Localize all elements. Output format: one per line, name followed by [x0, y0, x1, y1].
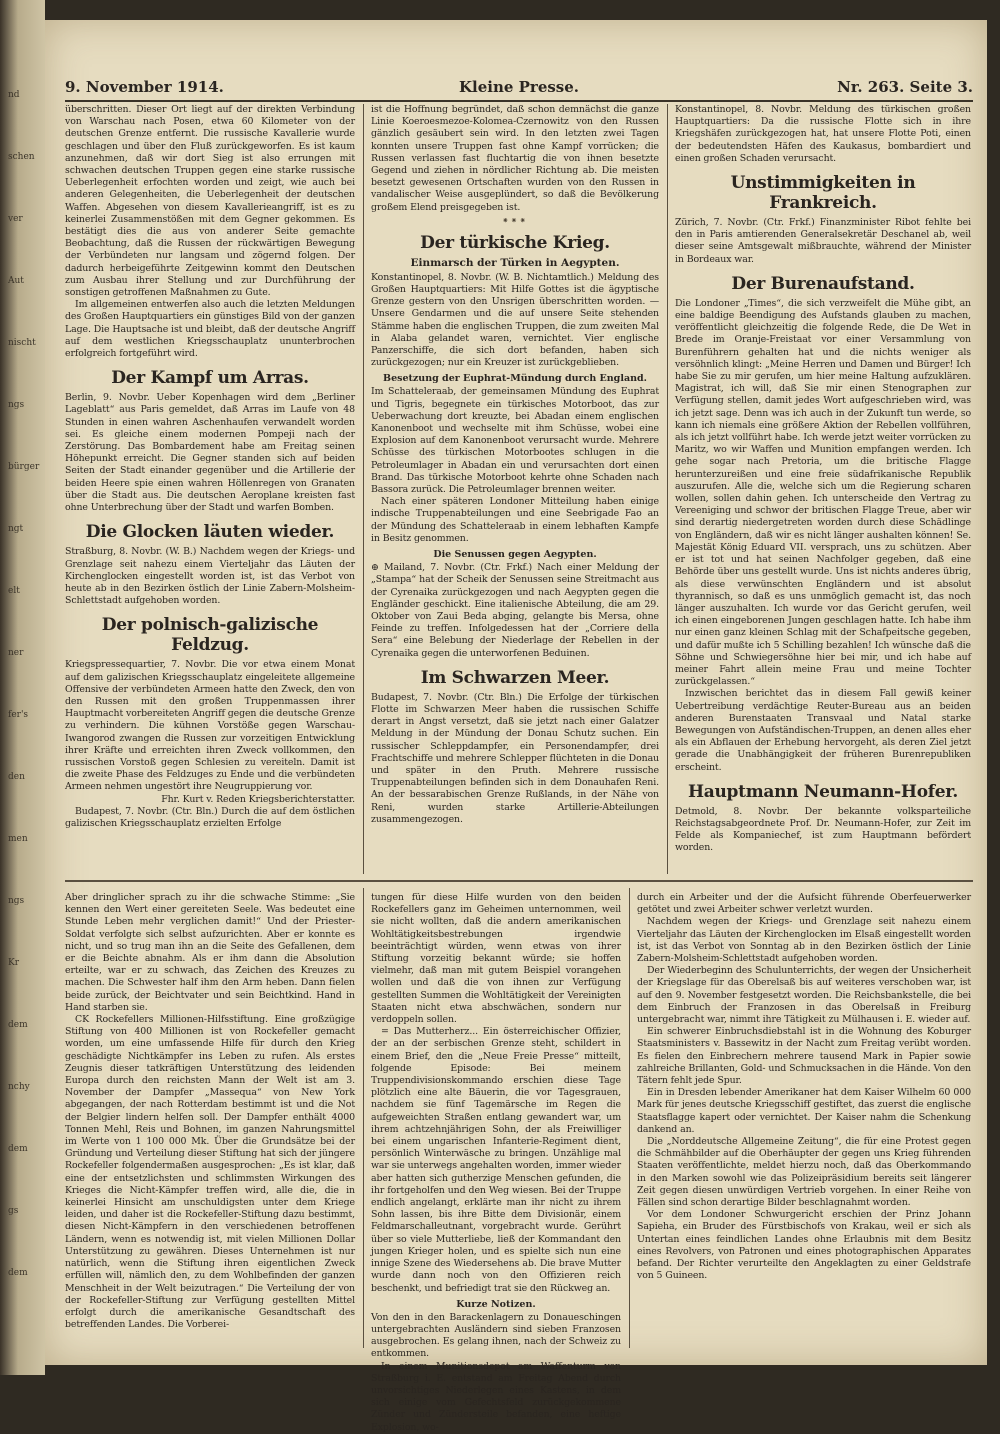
headline-tuerkischer-krieg: Der türkische Krieg. [420, 232, 610, 253]
headline-arras: Der Kampf um Arras. [111, 368, 309, 389]
column-2 [371, 104, 659, 874]
article-text: Kriegspressequartier, 7. Novbr. Die vor etwa einem Monat auf dem galizischen Kriegsschauplatz eingeleitete allgemeine Offensive der verbündeten Armeen hatte den Zweck, den von den Russen mit den großen Truppenmassen ihrer Hauptmacht vorbereiteten Angriff gegen die deutsche Grenze zu verhindern. Die kühnen Vorstöße gegen Warschau-Iwangorod zwangen die Russen zur vorzeitigen Entwicklung ihrer Kräfte und erreichten ihren Zweck vollkommen, den russischen Vorstoß gegen Schlesien zu vereiteln. Damit ist die zweite Phase des Feldzuges zu Ende und die verbündeten Armeen nehmen ungestört ihre Neugruppierung vor. [65, 659, 355, 793]
article-text: Ein in Dresden lebender Amerikaner hat dem Kaiser Wilhelm 60 000 Mark für jenes deutsche Kriegsschiff gestiftet, das zuerst die englische Staatsflagge kapert oder vernichtet. Der Kaiser nahm die Schenkung dankend an. [637, 1087, 971, 1135]
article-text: Detmold, 8. Novbr. Der bekannte volksparteiliche Reichstagsabgeordnete Prof. Dr. Neumann-Hofer, zur Zeit im Felde als Kompaniechef, ist zum Hauptmann befördert worden. [675, 805, 971, 854]
headline-frankreich: Unstimmigkeiten in Frankreich. [730, 173, 916, 214]
adjacent-page-fragment: schen [8, 152, 35, 162]
article-text: Zürich, 7. Novbr. (Ctr. Frkf.) Finanzminister Ribot fehlte bei den in Paris amtierenden Generalsekretär Deschanel ab, weil dieser seine Amtsgewalt mißbrauchte, während der Minister in Bordeaux war. [675, 217, 971, 265]
article-signature: Fhr. Kurt v. Reden Kriegsberichterstatter. [161, 793, 355, 805]
article-text: Vor dem Londoner Schwurgericht erschien der Prinz Johann Sapieha, ein Bruder des Fürstbischofs von Krakau, weil er sich als Untertan eines feindlichen Landes ohne Erlaubnis mit dem Besitz eines Revolvers, von Patronen und eines photographischen Apparates befand. Der Richter verurteilte den Angeklagten zu einer Geldstrafe von 5 Guineen. [637, 1209, 971, 1282]
article-text: Konstantinopel, 8. Novbr. Meldung des türkischen großen Hauptquartiers: Da die russische Flotte sich in ihre Kriegshäfen zurückgezogen hat, hat unsere Flotte Poti, einen der bedeutendsten Häfen des Kaukasus, bombardiert und einen großen Schaden verursacht. [675, 104, 971, 164]
adjacent-page-fragment: elt [8, 586, 20, 596]
article-text: Straßburg, 8. Novbr. (W. B.) Nachdem wegen der Kriegs- und Grenzlage seit nahezu einem Vierteljahr das Läuten der Kirchenglocken eingestellt worden ist, ist das Verbot von heute ab in den Bezirken östlich der Linie Zabern-Molsheim-Schlettstadt aufgehoben worden. [65, 546, 355, 607]
article-text: ⊕ Mailand, 7. Novbr. (Ctr. Frkf.) Nach einer Meldung der „Stampa“ hat der Scheik der Senussen seine Streitmacht aus der Cyrenaika zurückgezogen und nach Aegypten gegen die Engländer geschickt. Eine italienische Abteilung, die am 29. Oktober von Zaui Beda abging, gelangte bis Mersa, ohne Feinde zu treffen. Infolgedessen hat der „Corriere della Sera“ eine Belebung der Niederlage der Rebellen in der Cyrenaika gegen die unterworfenen Beduinen. [371, 562, 659, 659]
adjacent-page-fragment: dem [8, 1020, 28, 1030]
adjacent-page-fragment: gs [8, 1206, 19, 1216]
subheadline-euphrat: Besetzung der Euphrat-Mündung durch England. [383, 373, 647, 385]
article-text: Der Wiederbeginn des Schulunterrichts, der wegen der Unsicherheit der Kriegslage für das Oberelsaß bis auf weiteres verschoben war, ist auf den 9. November festgesetzt worden. Die Reichsbankstelle, die bei dem Einbruch der Franzosen in das Oberelsaß in Freiburg untergebracht war, nimmt ihre Tätigkeit zu Mülhausen i. E. wieder auf. [637, 965, 971, 1026]
column-1 [65, 104, 355, 874]
adjacent-page-fragment: dem [8, 1144, 28, 1154]
adjacent-page-fragment: dem [8, 1268, 28, 1278]
article-text: Im allgemeinen entwerfen also auch die letzten Meldungen des Großen Hauptquartiers ein günstiges Bild von der ganzen Lage. Die Hauptsache ist und bleibt, daß der deutsche Angriff auf dem westlichen Kriegsschauplatz ununterbrochen erfolgreich fortgeführt wird. [65, 299, 356, 360]
article-text: überschritten. Dieser Ort liegt auf der direkten Verbindung von Warschau nach Posen, etwa 60 Kilometer von der deutschen Grenze entfernt. Die russische Kavallerie wurde geschlagen und über den Fluß zurückgeworfen. Es ist kaum anzunehmen, daß wir dort Sieg ist also errungen mit schwachen deutschen Truppen gegen eine starke russische Ueberlegenheit erfochten worden und zeigt, wie auch bei anderen Gelegenheiten, die Ueberlegenheit der deutschen Waffen. Abgesehen von diesem Kavallerieangriff, ist es zu keinerlei Zusammenstößen mit dem Gegner gekommen. Es bestätigt dies die aus von anderer Seite gemachte Beobachtung, daß die Russen der rückwärtigen Bewegung der Verbündeten nur langsam und zögernd folgen. Der dadurch herbeigeführte Zeitgewinn kommt den Deutschen zum Ausbau ihrer Stellung und zur Durchführung der sonstigen getroffenen Maßnahmen zu Gute. [65, 104, 355, 299]
adjacent-page-fragment: Kr [8, 958, 20, 968]
adjacent-page-fragment: bürger [8, 462, 40, 472]
ornament-divider: ⁕⁕⁕ [501, 215, 529, 225]
article-text: Von den in den Barackenlagern zu Donaueschingen untergebrachten Ausländern sind sieben Franzosen ausgebrochen. Es gelang ihnen, nach der Schweiz zu entkommen. [371, 1311, 621, 1360]
masthead-issue-page: Nr. 263. Seite 3. [837, 78, 973, 96]
adjacent-page-fragment: ngs [8, 400, 25, 410]
column-rule [629, 888, 630, 1348]
article-text: Ein schwerer Einbruchsdiebstahl ist in die Wohnung des Koburger Staatsministers v. Bassewitz in der Nacht zum Freitag verübt worden. Es fielen den Einbrechern mehrere tausend Mark in Papier sowie zahlreiche Brillanten, Gold- und Schmucksachen in die Hände. Von den Tätern fehlt jede Spur. [637, 1026, 971, 1087]
adjacent-page-fragment: nd [8, 90, 20, 100]
article-text: Berlin, 9. Novbr. Ueber Kopenhagen wird dem „Berliner Lageblatt“ aus Paris gemeldet, daß Arras im Laufe von 48 Stunden in einen wahren Aschenhaufen verwandelt worden sei. Es gleiche einem modernen Pompeji nach der Zerstörung. Das Bombardement habe am Freitag seinen Höhepunkt erreicht. Die Gegner standen sich auf beiden Seiten der Stadt einander gegenüber und die Artillerie der beiden Heere spie einen wahren Höllenregen von Granaten über die Stadt aus. Die deutschen Aeroplane kreisten fast ohne Unterbrechung über der Stadt und warfen Bomben. [65, 392, 355, 514]
lower-column-1 [65, 892, 355, 1342]
adjacent-page-fragment: ver [8, 214, 23, 224]
adjacent-page-fragment: ner [8, 648, 24, 658]
article-text: Nach einer späteren Londoner Mitteilung haben einige indische Truppenabteilungen und eine Seebrigade Fao an der Mündung des Schatteleraab in einem lebhaften Kampfe in Besitz genommen. [371, 496, 659, 544]
adjacent-page-fragment: ngt [8, 524, 24, 534]
article-text: Nachdem wegen der Kriegs- und Grenzlage seit nahezu einem Vierteljahr das Läuten der Kirchenglocken im Elsaß eingestellt worden ist, ist das Verbot von Sonntag ab in den Bezirken östlich der Linie Zabern-Molsheim-Schlettstadt aufgehoben worden. [637, 916, 971, 965]
article-text: CK Rockefellers Millionen-Hilfsstiftung. Eine großzügige Stiftung von 400 Millionen ist von Rockefeller gemacht worden, um eine umfassende Hilfe für durch den Krieg geschädigte Nichtkämpfer ins Leben zu rufen. Als erstes Zeugnis dieser tatkräftigen Unterstützung des leidenden Europa durch den reichsten Mann der Welt ist am 3. November der Dampfer „Massequa“ von New York abgegangen, der nach Rotterdam bestimmt ist und die Not der Belgier lindern helfen soll. Der Dampfer enthält 4000 Tonnen Mehl, Reis und Bohnen, im ganzen Nahrungsmittel im Werte von 1 100 000 Mk. Über die Grundsätze bei der Gründung und Verteilung dieser Stiftung hat sich der jüngere Rockefeller folgendermaßen ausgesprochen: „Es ist klar, daß eine der entsetzlichsten und schlimmsten Wirkungen des Krieges die Nicht-Kämpfer treffen wird, alle die, die in keinerlei Hinsicht am unschuldigsten unter dem Kriege leiden, und daher ist die Rockefeller-Stiftung dazu bestimmt, diesen Nicht-Kämpfern in den verschiedenen betroffenen Ländern, wenn es notwendig ist, mit vielen Millionen Dollar Unterstützung zu gewähren. Dieses Unternehmen ist nur natürlich, wenn die Stiftung ihren eigentlichen Zweck erfüllen will, nämlich den, zu dem Wohlbefinden der ganzen Menschheit in der Welt beizutragen.“ Die Verteilung der von der Rockefeller-Stiftung zur Verfügung gestellten Mittel erfolgt durch die amerikanische Gesandtschaft des betreffenden Landes. Die Vorberei- [65, 1014, 355, 1331]
adjacent-page-fragment: nchy [8, 1082, 30, 1092]
article-text: Die Londoner „Times“, die sich verzweifelt die Mühe gibt, an eine baldige Beendigung des Aufstands glauben zu machen, veröffentlicht gleichzeitig die folgende Rede, die De Wet in Brede im Oranje-Freistaat vor einer Versammlung von Burenführern gehalten hat und die nichts weniger als versöhnlich klingt: „Meine Herren und Damen und Bürger! Ich habe Sie zu mir gerufen, um hier meine Haltung aufzuklären. Magistrat, ich will, daß Sie mir einen Stenographen zur Verfügung stellen, damit jedes Wort aufgeschrieben wird, was ich jetzt sage. Denn was ich auch in der Zukunft tun werde, so kann ich niemals eine größere Aktion der Rebellen vollführen, als ich jetzt vollführt habe. Ich werde jetzt weiter vorrücken zu Maritz, wo wir Waffen und Munition empfangen werden. Ich gehe sogar nach Pretoria, um die britische Flagge herunterzureißen und eine freie südafrikanische Republik auszurufen. Alle die, welche sich um die Regierung scharen wollen, sollen dahin gehen. Ich unterscheide den Vertrag zu Vereeniging und schwor der britischen Flagge Treue, aber wir sind derartig niedergetreten worden durch diese Schädlinge von Engländern, daß wir es nicht länger aushalten können! Se. Majestät König Eduard VII. versprach, uns zu schützen. Aber er ist tot und hat seinen Nachfolger gegeben, daß eine Behörde über uns gestellt wurde. Uns ist nichts anderes übrig, als diese verwünschten Engländern und ist absolut thyrannisch, so daß es uns unmöglich gemacht ist, das noch länger auszuhalten. Ich wurde vor das Gericht gerufen, weil ich einen eingeborenen Jungen geschlagen hatte. Ich habe ihm nur einen ganz kleinen Schlag mit der Schafpeitsche gegeben, und dafür mußte ich 5 Schilling bezahlen! Ich wünsche daß die Söhne und Schwiegersöhne hier bei mir, und ich habe auf meiner Fahrt allein meine Frau und meine Tochter zurückgelassen.“ [675, 297, 971, 688]
lower-column-3 [637, 892, 971, 1342]
article-text: Budapest, 7. Novbr. (Ctr. Bln.) Durch die auf dem östlichen galizischen Kriegsschauplatz erzielten Erfolge [65, 805, 355, 829]
article-text: Die „Norddeutsche Allgemeine Zeitung“, die für eine Protest gegen die Schmähbilder auf die Oberhäupter der gegen uns Krieg führenden Staaten veröffentlichte, meldet hierzu noch, daß das Oberkommando in den Marken sowohl wie das Polizeipräsidium bereits seit längerer Zeit gegen diesen unwürdigen Vertrieb vorgehen. In einer Reihe von Fällen sind schon derartige Bilder beschlagnahmt worden. [637, 1136, 971, 1209]
adjacent-page-fragment: men [8, 834, 28, 844]
article-text: Inzwischen berichtet das in diesem Fall gewiß keiner Uebertreibung verdächtige Reuter-Bureau aus an beiden anderen Burenstaaten Transvaal und Natal starke Bewegungen von Aufständischen-Truppen, an denen alles eher als ein Abflauen der Erhebung hervorgeht, als deren Ziel jetzt gerade die Unabhängigkeit der früheren Burenrepubliken erscheint. [675, 688, 971, 773]
adjacent-page-fragment: fer's [8, 710, 29, 720]
section-divider [65, 880, 973, 882]
headline-glocken: Die Glocken läuten wieder. [85, 522, 335, 543]
lower-column-2 [371, 892, 621, 1433]
adjacent-page-fragment: Aut [8, 276, 24, 286]
adjacent-page-fragment: ngs [8, 896, 25, 906]
column-rule [667, 104, 668, 874]
masthead [65, 72, 973, 102]
adjacent-page-fragment: den [8, 772, 25, 782]
subheadline-aegypten: Einmarsch der Türken in Aegypten. [410, 256, 620, 269]
article-text: Im Schatteleraab, der gemeinsamen Mündung des Euphrat und Tigris, begegnete ein türkisches Motorboot, das zur Ueberwachung dort kreuzte, bei Abadan einem englischen Kanonenboot und wechselte mit ihm Schüsse, wobei eine Explosion auf dem Kanonenboot verursacht wurde. Mehrere Schüsse des türkischen Motorbootes schlugen in die Petroleumlager in Abadan ein und verursachten dort einen Brand. Das türkische Motorboot kehrte ohne Schaden nach Bassora zurück. Die Petroleumlager brennen weiter. [371, 386, 659, 496]
subheadline-senussen: Die Senussen gegen Aegypten. [433, 549, 597, 561]
article-text: Aber dringlicher sprach zu ihr die schwache Stimme: „Sie kennen den Wert einer gereiteten Seele. Was bedeutet eine Stunde Leben mehr verglichen damit!“ Und der Priester-Soldat verfolgte sich selbst aufzurichten. Aber er konnte es nicht, und so trug man ihn an die Seite des Gefallenen, dem er die Beichte abnahm. Als er ihm dann die Absolution erteilte, war er zu schwach, das Zeichen des Kreuzes zu machen. Die Schwester half ihm den Arm heben. Dann fielen beide zurück, der Beichtvater und sein Beichtkind. Hand in Hand starben sie. [65, 892, 355, 1013]
article-text: ist die Hoffnung begründet, daß schon demnächst die ganze Linie Koeroesmezoe-Kolomea-Czernowitz von den Russen gänzlich gesäubert sein wird. In den letzten zwei Tagen konnten unsere Truppen fast ohne Kampf vorrücken; die Russen verlassen fast fluchtartig die von ihnen besetzte Gegend und ziehen in nördlicher Richtung ab. Die meisten besetzt gewesenen Ortschaften wurden von den Russen in vandalischer Weise ausgeplündert, so daß die Bevölkerung großem Elend preisgegeben ist. [371, 104, 659, 213]
headline-schwarzes-meer: Im Schwarzen Meer. [420, 667, 610, 688]
column-rule [363, 104, 364, 874]
adjacent-page-fragment: nischt [8, 338, 36, 348]
article-text: In einem Munitionsdepot am Waffenturm von Straßburg i. E. entstand am Freitag Abend durch unvorsichtiges Niederlegen eines Kastens, in dem sich einige vom Gefechtsfeld zurückgekommene Zünder und Zündersteile befanden, eine heftige Explosion, wo- [371, 1360, 621, 1433]
newspaper-page [45, 20, 987, 1433]
column-rule [363, 888, 364, 1348]
adjacent-page-edge [0, 0, 45, 1375]
column-3 [675, 104, 971, 874]
headline-neumann-hofer: Hauptmann Neumann-Hofer. [688, 781, 958, 802]
masthead-date: 9. November 1914. [65, 78, 224, 96]
article-text: Budapest, 7. Novbr. (Ctr. Bln.) Die Erfolge der türkischen Flotte im Schwarzen Meer haben die russischen Schiffe derart in Angst versetzt, daß sie jetzt nach einer Galatzer Meldung in der Mündung der Donau Schutz suchen. Ein russischer Schleppdampfer, ein Personendampfer, drei Frachtschiffe und mehrere Schlepper flüchteten in die Donau und später in den Pruth. Mehrere russische Truppenabteilungen befinden sich in dem Donauhafen Reni. An der bessarabischen Grenze Rußlands, in der Nähe von Reni, wurden starke Artillerie-Abteilungen zusammengezogen. [371, 691, 659, 825]
headline-burenaufstand: Der Burenaufstand. [731, 273, 915, 294]
article-text: = Das Mutterherz... Ein österreichischer Offizier, der an der serbischen Grenze steht, schildert in einem Brief, den die „Neue Freie Presse“ mitteilt, folgende Episode: Bei meinem Truppendivisionskommando erschien diese Tage plötzlich eine alte Bäuerin, die vor Tagesgrauen, nachdem sie fünf Tagemärsche im Regen die aufgeweichten Straßen entlang gewandert war, um ihrem achtzehnjährigen Sohn, der als Freiwilliger bei einem ungarischen Infanterie-Regiment dient, persönlich Winterwäsche zu bringen. Unzählige mal war sie unterwegs angehalten worden, immer wieder aber hatten sich gutherzige Menschen gefunden, die ihr fortgeholfen und den Weg wiesen. Bei der Truppe endlich angelangt, erklärte man ihr nicht zu ihrem Sohn lassen, bis ihre Bitte dem Divisionär, einem Feldmarschalleutnant, vorgebracht wurde. Gerührt über so viele Mutterliebe, ließ der Kommandant den jungen Krieger holen, und es spielte sich nun eine innige Szene des Wiedersehens ab. Die brave Mutter wurde dann noch von den Offizieren reich beschenkt, und befriedigt trat sie den Rückweg an. [371, 1026, 621, 1294]
masthead-title: Kleine Presse. [458, 78, 580, 96]
subheadline-kurze-notizen: Kurze Notizen. [456, 1298, 536, 1310]
headline-feldzug: Der polnisch-galizische Feldzug. [101, 615, 319, 656]
article-text: tungen für diese Hilfe wurden von den beiden Rockefellers ganz im Geheimen unternommen, weil sie nicht wollten, daß die andern amerikanischen Wohltätigkeitsbestrebungen irgendwie beeinträchtigt würden, wenn etwas von ihrer Stiftung vorzeitig bekannt würde; sie hoffen vielmehr, daß man mit gutem Beispiel vorangehen wollen und daß die von ihnen zur Verfügung gestellten Summen die Wohltätigkeit der Vereinigten Staaten nicht etwa abschwächen, sondern nur verdoppeln sollen. [371, 892, 621, 1026]
article-text: Konstantinopel, 8. Novbr. (W. B. Nichtamtlich.) Meldung des Großen Hauptquartiers: Mit Hilfe Gottes ist die ägyptische Grenze gestern von den Unsrigen überschritten worden. — Unsere Gendarmen und die auf unsere Seite stehenden Stämme haben die englischen Truppen, die zum zweiten Mal in Alaba gelandet waren, vernichtet. Vier englische Panzerschiffe, die sich dort befanden, haben sich zurückgezogen; nur ein Kreuzer ist zurückgeblieben. [371, 271, 659, 369]
article-text: durch ein Arbeiter und der die Aufsicht führende Oberfeuerwerker getötet und zwei Arbeiter schwer verletzt wurden. [637, 892, 971, 916]
